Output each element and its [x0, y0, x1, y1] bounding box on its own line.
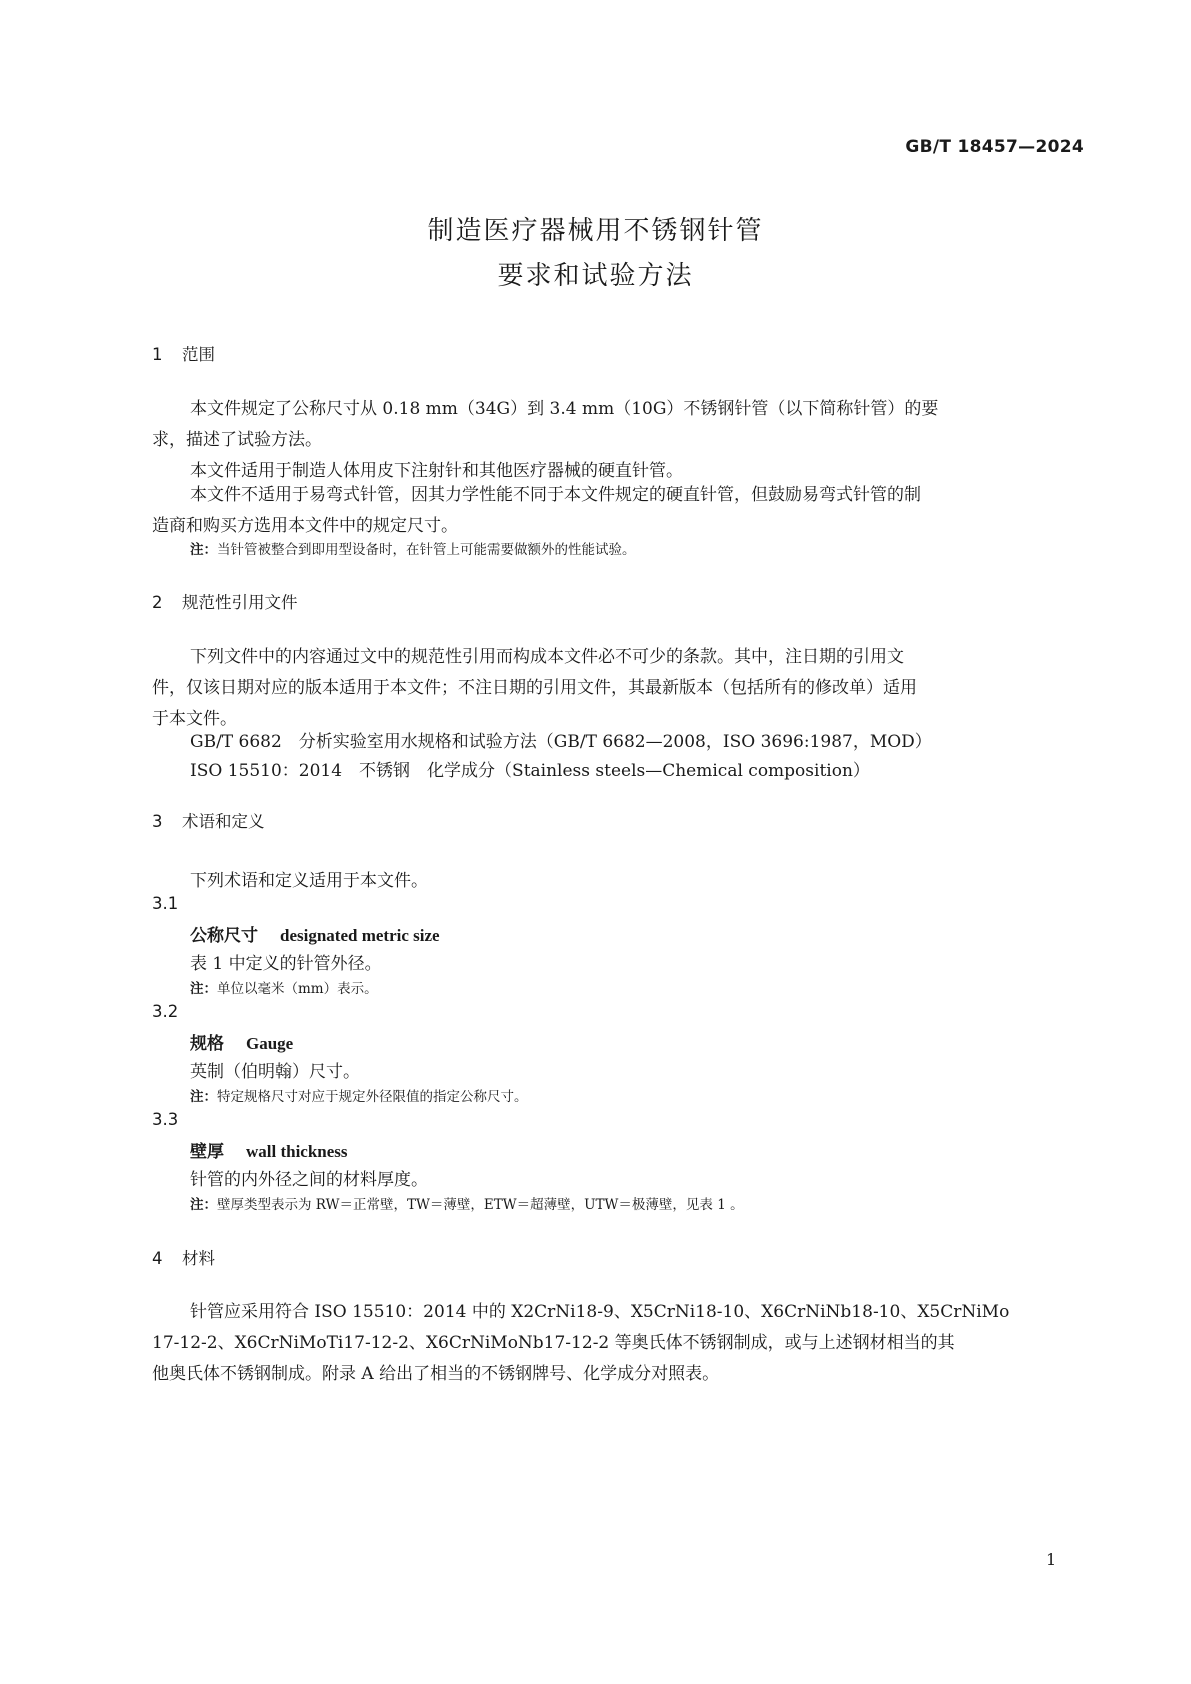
term-number: 3.1	[152, 894, 179, 913]
standard-number: GB/T 18457—2024	[905, 137, 1084, 157]
section-3-intro: 下列术语和定义适用于本文件。	[190, 871, 428, 891]
section-4-heading	[152, 1245, 215, 1269]
term-note	[190, 977, 378, 997]
term-zh: 规格	[190, 1034, 224, 1054]
note-label: 注：	[190, 542, 217, 558]
reference-iso-15510: ISO 15510：2014 不锈钢 化学成分（Stainless steels—Chemical composition）	[190, 761, 870, 781]
section-2-para-1	[152, 642, 1072, 735]
para-line: 本文件不适用于易弯式针管，因其力学性能不同于本文件规定的硬直针管，但鼓励易弯式针管的制	[190, 485, 921, 505]
term-number: 3.3	[152, 1110, 179, 1129]
para-line: 下列文件中的内容通过文中的规范性引用而构成本文件必不可少的条款。其中，注日期的引用文	[190, 647, 904, 667]
term-definition: 针管的内外径之间的材料厚度。	[190, 1170, 428, 1190]
section-1-para-2: 本文件适用于制造人体用皮下注射针和其他医疗器械的硬直针管。	[190, 461, 683, 481]
term-number: 3.2	[152, 1002, 179, 1021]
term-en: Gauge	[246, 1034, 294, 1053]
para-line: 他奥氏体不锈钢制成。附录 A 给出了相当的不锈钢牌号、化学成分对照表。	[152, 1364, 720, 1384]
section-number: 3	[152, 812, 163, 831]
note-text: 壁厚类型表示为 RW＝正常壁，TW＝薄壁，ETW＝超薄壁，UTW＝极薄壁，见表 1 。	[217, 1197, 744, 1213]
section-title: 术语和定义	[182, 812, 265, 831]
para-line: 件，仅该日期对应的版本适用于本文件；不注日期的引用文件，其最新版本（包括所有的修改单）适用	[152, 678, 917, 698]
document-title-line2: 要求和试验方法	[497, 261, 694, 291]
section-title: 规范性引用文件	[182, 593, 298, 612]
section-4-para-1	[152, 1297, 1072, 1390]
note-label: 注：	[190, 981, 217, 997]
section-1-heading	[152, 341, 215, 365]
para-line: 17-12-2、X6CrNiMoTi17-12-2、X6CrNiMoNb17-12-2 等奥氏体不锈钢制成，或与上述钢材相当的其	[152, 1333, 955, 1353]
section-title: 范围	[182, 345, 215, 364]
para-line: 求，描述了试验方法。	[152, 430, 322, 450]
term-en: wall thickness	[246, 1142, 348, 1161]
para-line: 于本文件。	[152, 709, 237, 729]
section-3-heading	[152, 808, 265, 832]
note-text: 单位以毫米（mm）表示。	[217, 981, 378, 997]
term-note	[190, 1085, 528, 1105]
note-label: 注：	[190, 1197, 217, 1213]
para-line: 针管应采用符合 ISO 15510：2014 中的 X2CrNi18-9、X5CrNi18-10、X6CrNiNb18-10、X5CrNiMo	[190, 1302, 1010, 1322]
section-number: 4	[152, 1249, 163, 1268]
term-heading	[190, 1137, 348, 1162]
section-1-note	[190, 538, 636, 558]
term-zh: 壁厚	[190, 1142, 224, 1162]
section-1-para-3	[152, 480, 1072, 542]
section-number: 2	[152, 593, 163, 612]
term-heading	[190, 1029, 293, 1054]
section-2-heading	[152, 589, 298, 613]
term-note	[190, 1193, 744, 1213]
document-title-line1: 制造医疗器械用不锈钢针管	[427, 216, 764, 246]
term-en: designated metric size	[280, 926, 440, 945]
section-1-para-1	[152, 394, 1072, 456]
term-definition: 表 1 中定义的针管外径。	[190, 954, 382, 974]
note-label: 注：	[190, 1089, 217, 1105]
term-definition: 英制（伯明翰）尺寸。	[190, 1062, 360, 1082]
page-number: 1	[1046, 1550, 1057, 1569]
para-line: 造商和购买方选用本文件中的规定尺寸。	[152, 516, 458, 536]
term-zh: 公称尺寸	[190, 926, 258, 946]
para-line: 本文件规定了公称尺寸从 0.18 mm（34G）到 3.4 mm（10G）不锈钢针管（以下简称针管）的要	[190, 399, 939, 419]
section-number: 1	[152, 345, 163, 364]
reference-gbt-6682: GB/T 6682 分析实验室用水规格和试验方法（GB/T 6682—2008，ISO 3696:1987，MOD）	[190, 732, 932, 752]
section-title: 材料	[182, 1249, 215, 1268]
term-heading	[190, 921, 440, 946]
note-text: 特定规格尺寸对应于规定外径限值的指定公称尺寸。	[217, 1089, 528, 1105]
note-text: 当针管被整合到即用型设备时，在针管上可能需要做额外的性能试验。	[217, 542, 636, 558]
